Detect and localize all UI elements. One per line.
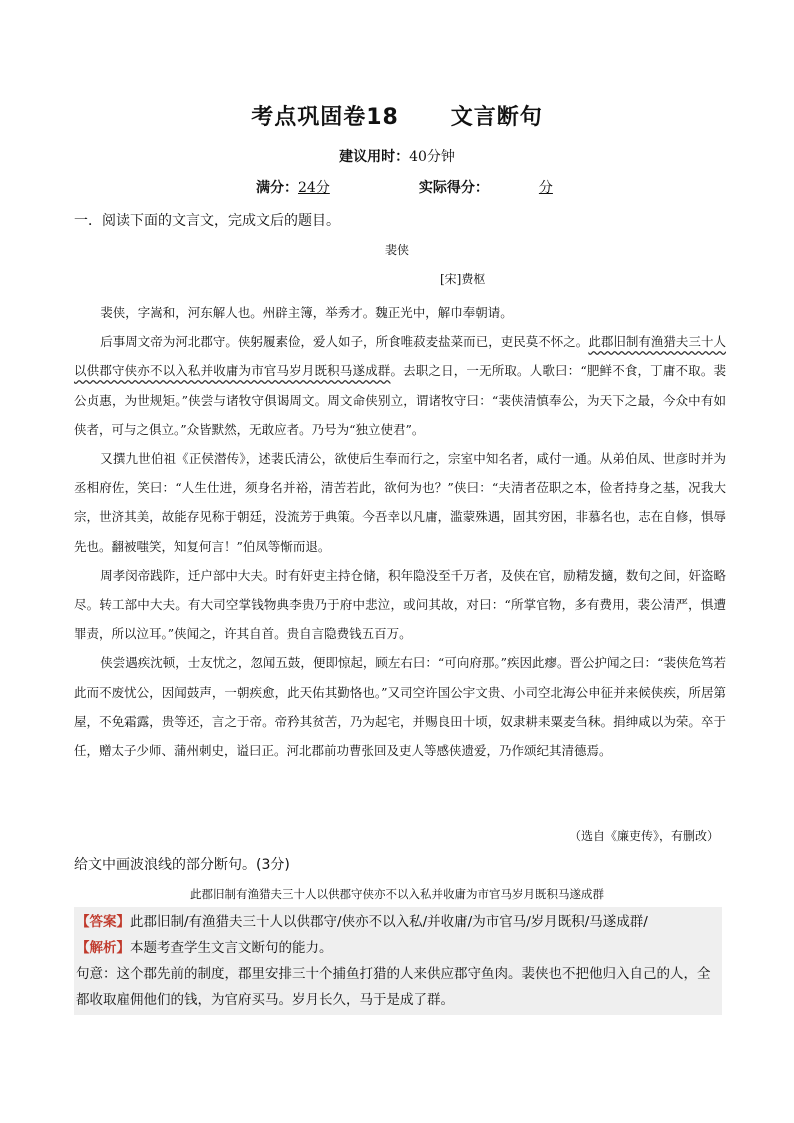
answer-text: 此郡旧制/有渔猎夫三十人以供郡守/侠亦不以入私/并收庸/为市官马/岁月既积/马遂成群/ [130, 914, 648, 930]
passage-paragraph: 周孝闵帝践阼，迁户部中大夫。时有奸吏主持仓储，积年隐没至千万者，及侠在官，励精发擿，数旬之间，奸盗略尽。转工部中大夫。有大司空掌钱物典李贵乃于府中悲泣，或问其故，对曰：“所掌官物，多有费用，裴公清严，惧遭罪责，所以泣耳。”侠闻之，许其自首。贵自言隐费钱五百万。 [74, 567, 726, 642]
full-score-value: 24分 [298, 180, 330, 196]
passage-body [74, 298, 726, 765]
suggested-time [0, 146, 794, 166]
section-instruction: 一．阅读下面的文言文，完成文后的题目。 [74, 213, 340, 229]
passage-source: （选自《廉吏传》，有删改） [568, 829, 719, 843]
time-label: 建议用时： [339, 149, 410, 165]
question-prompt: 给文中画波浪线的部分断句。(3分) [74, 857, 290, 873]
score-line [256, 177, 556, 197]
answer-box [74, 907, 722, 1015]
passage-paragraph: 又撰九世伯祖《正侯潜传》，述裴氏清公，欲使后生奉而行之，宗室中知名者，咸付一通。从弟伯凤、世彦时并为丞相府佐，笑曰：“人生仕进，须身名并裕，清苦若此，欲何为也？”侠曰：“夫清者莅职之本，俭者持身之基，况我大宗，世济其美，故能存见称于朝廷，没流芳于典策。今吾幸以凡庸，滥蒙殊遇，固其穷困，非慕名也，志在自修，惧辱先也。翻被嗤笑，知复何言！”伯凤等惭而退。 [74, 451, 726, 554]
passage-author: [宋]费枢 [440, 272, 486, 286]
passage-paragraph [74, 327, 726, 444]
analysis-row [74, 935, 722, 961]
answer-row [74, 909, 722, 935]
paragraph-text: 。去职之日，一无所取。人歌曰：“肥鲜不食，丁庸不取。裴公贞惠，为世规矩。”侠尝与诸牧守俱谒周文。周文命侠别立，谓诸牧守曰：“裴侠清慎奉公，为天下之最，今众中有如侠者，可与之俱立。”众皆默然，无敢应者。乃号为“独立使君”。 [74, 363, 726, 437]
question-text: 此郡旧制有渔猎夫三十人以供郡守侠亦不以入私并收庸为市官马岁月既积马遂成群 [190, 887, 604, 901]
meaning-text: 句意：这个郡先前的制度，郡里安排三十个捕鱼打猎的人来供应郡守鱼肉。裴侠也不把他归入自己的人，全都收取雇佣他们的钱，为官府买马。岁月长久，马于是成了群。 [76, 966, 711, 1008]
analysis-tag: 【解析】 [76, 940, 130, 956]
analysis-text: 本题考查学生文言文断句的能力。 [130, 940, 333, 956]
passage-paragraph: 裴侠，字嵩和，河东解人也。州辟主簿，举秀才。魏正光中，解巾奉朝请。 [100, 305, 513, 320]
passage-paragraph: 侠尝遇疾沈顿，士友忧之，忽闻五鼓，便即惊起，顾左右曰：“可向府那。”疾因此瘳。晋公护闻之曰：“裴侠危笃若此而不废忧公，因闻鼓声，一朝疾愈，此天佑其勤恪也。”又司空许国公宇文贵、小司空北海公申征并来候侠疾，所居第屋，不免霜露，贵等还，言之于帝。帝矜其贫苦，乃为起宅，并赐良田十顷，奴隶耕耒粟麦刍秣。捐绅咸以为荣。卒于任，赠太子少师、蒲州刺史，谥曰正。河北郡前功曹张回及吏人等感侠遗爱，乃作颂纪其清德焉。 [74, 655, 726, 759]
paragraph-text: 后事周文帝为河北郡守。侠躬履素俭，爱人如子，所食唯菽麦盐菜而已，吏民莫不怀之。 [100, 334, 589, 350]
wavy-underlined-text: 此郡旧制有渔猎夫三十人以供郡守侠亦不以入私并收庸为市官马岁月既积马遂成群 [74, 334, 726, 379]
page-title: 考点巩固卷18 文言断句 [251, 105, 543, 130]
time-value: 40分钟 [409, 149, 455, 165]
full-score-label: 满分： [256, 180, 298, 196]
passage-title: 裴侠 [384, 243, 409, 257]
actual-score-label: 实际得分： [418, 180, 489, 196]
actual-score-value: 分 [538, 180, 553, 196]
answer-tag: 【答案】 [76, 914, 130, 930]
